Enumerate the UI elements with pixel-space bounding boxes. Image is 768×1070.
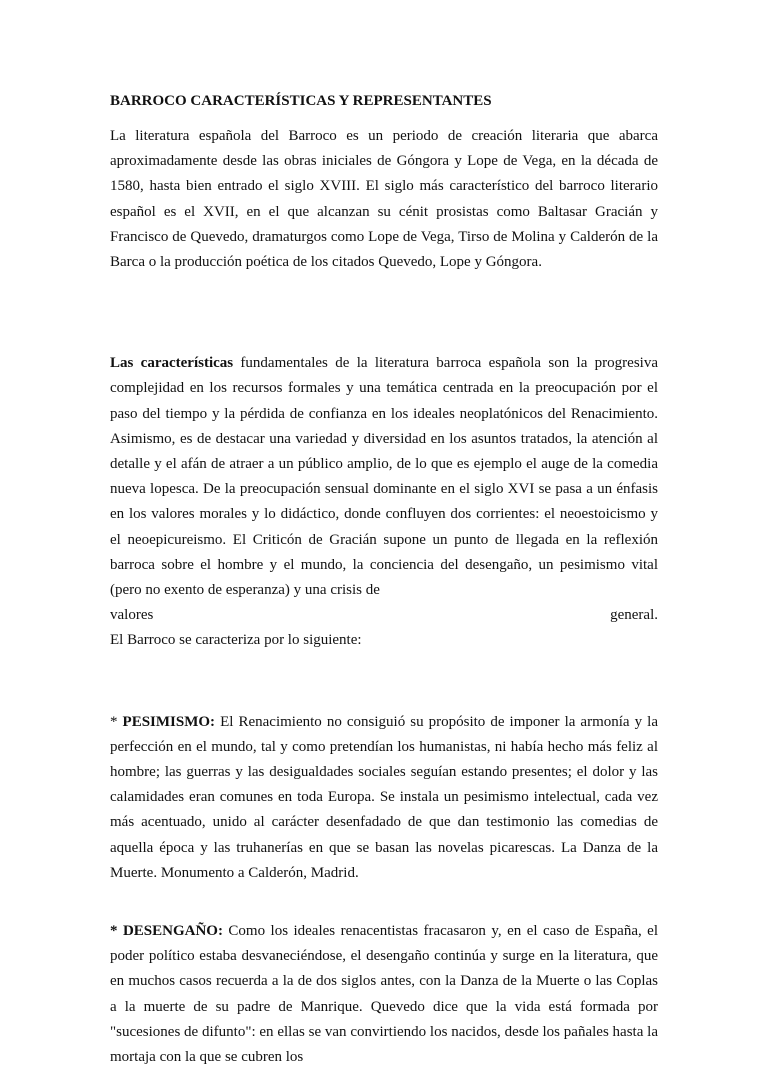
characteristics-last-right: general.	[610, 607, 658, 624]
pesimismo-lead: PESIMISMO:	[122, 713, 216, 730]
pesimismo-body: El Renacimiento no consiguió su propósito de imponer la armonía y la perfección en el mundo, tal y como pretendían los humanistas, ni había hecho más feliz al hombre; las guerras y las desigualdades sociales seguían estando presentes; el dolor y las calamidades eran comunes en toda Europa. Se instala un pesimismo intelectual, cada vez más acentuado, unido al carácter desenfadado de que dan testimonio las comedias de aquella época y las truhanerías en que se basan las novelas picarescas. La Danza de la Muerte. Monumento a Calderón, Madrid.	[110, 713, 658, 881]
document-page	[110, 90, 658, 1070]
desengano-paragraph	[110, 919, 658, 1070]
desengano-body: Como los ideales renacentistas fracasaron y, en el caso de España, el poder político estaba desvaneciéndose, el desengaño continúa y surge en la literatura, que en muchos casos recuerda a la de dos siglos antes, con la Danza de la Muerte o las Coplas a la muerte de su padre de Manrique. Quevedo dice que la vida está formada por "sucesiones de difunto": en ellas se van convirtiendo los nacidos, desde los pañales hasta la mortaja con la que se cubren los	[110, 923, 659, 1066]
intro-paragraph: La literatura española del Barroco es un periodo de creación literaria que abarca aproximadamente desde las obras iniciales de Góngora y Lope de Vega, en la década de 1580, hasta bien entrado el siglo XVIII. El siglo más característico del barroco literario español es el XVII, en el que alcanzan su cénit prosistas como Baltasar Gracián y Francisco de Quevedo, dramaturgos como Lope de Vega, Tirso de Molina y Calderón de la Barca o la producción poética de los citados Quevedo, Lope y Góngora.	[110, 128, 658, 271]
characteristics-last-left: valores	[110, 607, 154, 624]
pesimismo-paragraph	[110, 710, 658, 886]
desengano-lead: * DESENGAÑO:	[110, 923, 223, 940]
pesimismo-bullet: *	[110, 713, 123, 730]
characteristics-followup: El Barroco se caracteriza por lo siguiente:	[110, 632, 362, 649]
spacer	[110, 886, 658, 919]
characteristics-paragraph	[110, 351, 658, 603]
characteristics-last-line	[110, 603, 658, 628]
spacer	[110, 654, 658, 710]
characteristics-body: fundamentales de la literatura barroca española son la progresiva complejidad en los recursos formales y una temática centrada en la preocupación por el paso del tiempo y la pérdida de confianza en los ideales neoplatónicos del Renacimiento. Asimismo, es de destacar una variedad y diversidad en los asuntos tratados, la atención al detalle y el afán de atraer a un público amplio, de lo que es ejemplo el auge de la comedia nueva lopesca. De la preocupación sensual dominante en el siglo XVI se pasa a un énfasis en los valores morales y lo didáctico, donde confluyen dos corrientes: el neoestoicismo y el neoepicureismo. El Criticón de Gracián supone un punto de llegada en la reflexión barroca sobre el hombre y el mundo, la conciencia del desengaño, un pesimismo vital (pero no exento de esperanza) y una crisis de	[110, 355, 658, 599]
characteristics-lead: Las características	[110, 355, 234, 372]
document-title: BARROCO CARACTERÍSTICAS Y REPRESENTANTES	[110, 93, 492, 109]
spacer	[110, 275, 658, 351]
